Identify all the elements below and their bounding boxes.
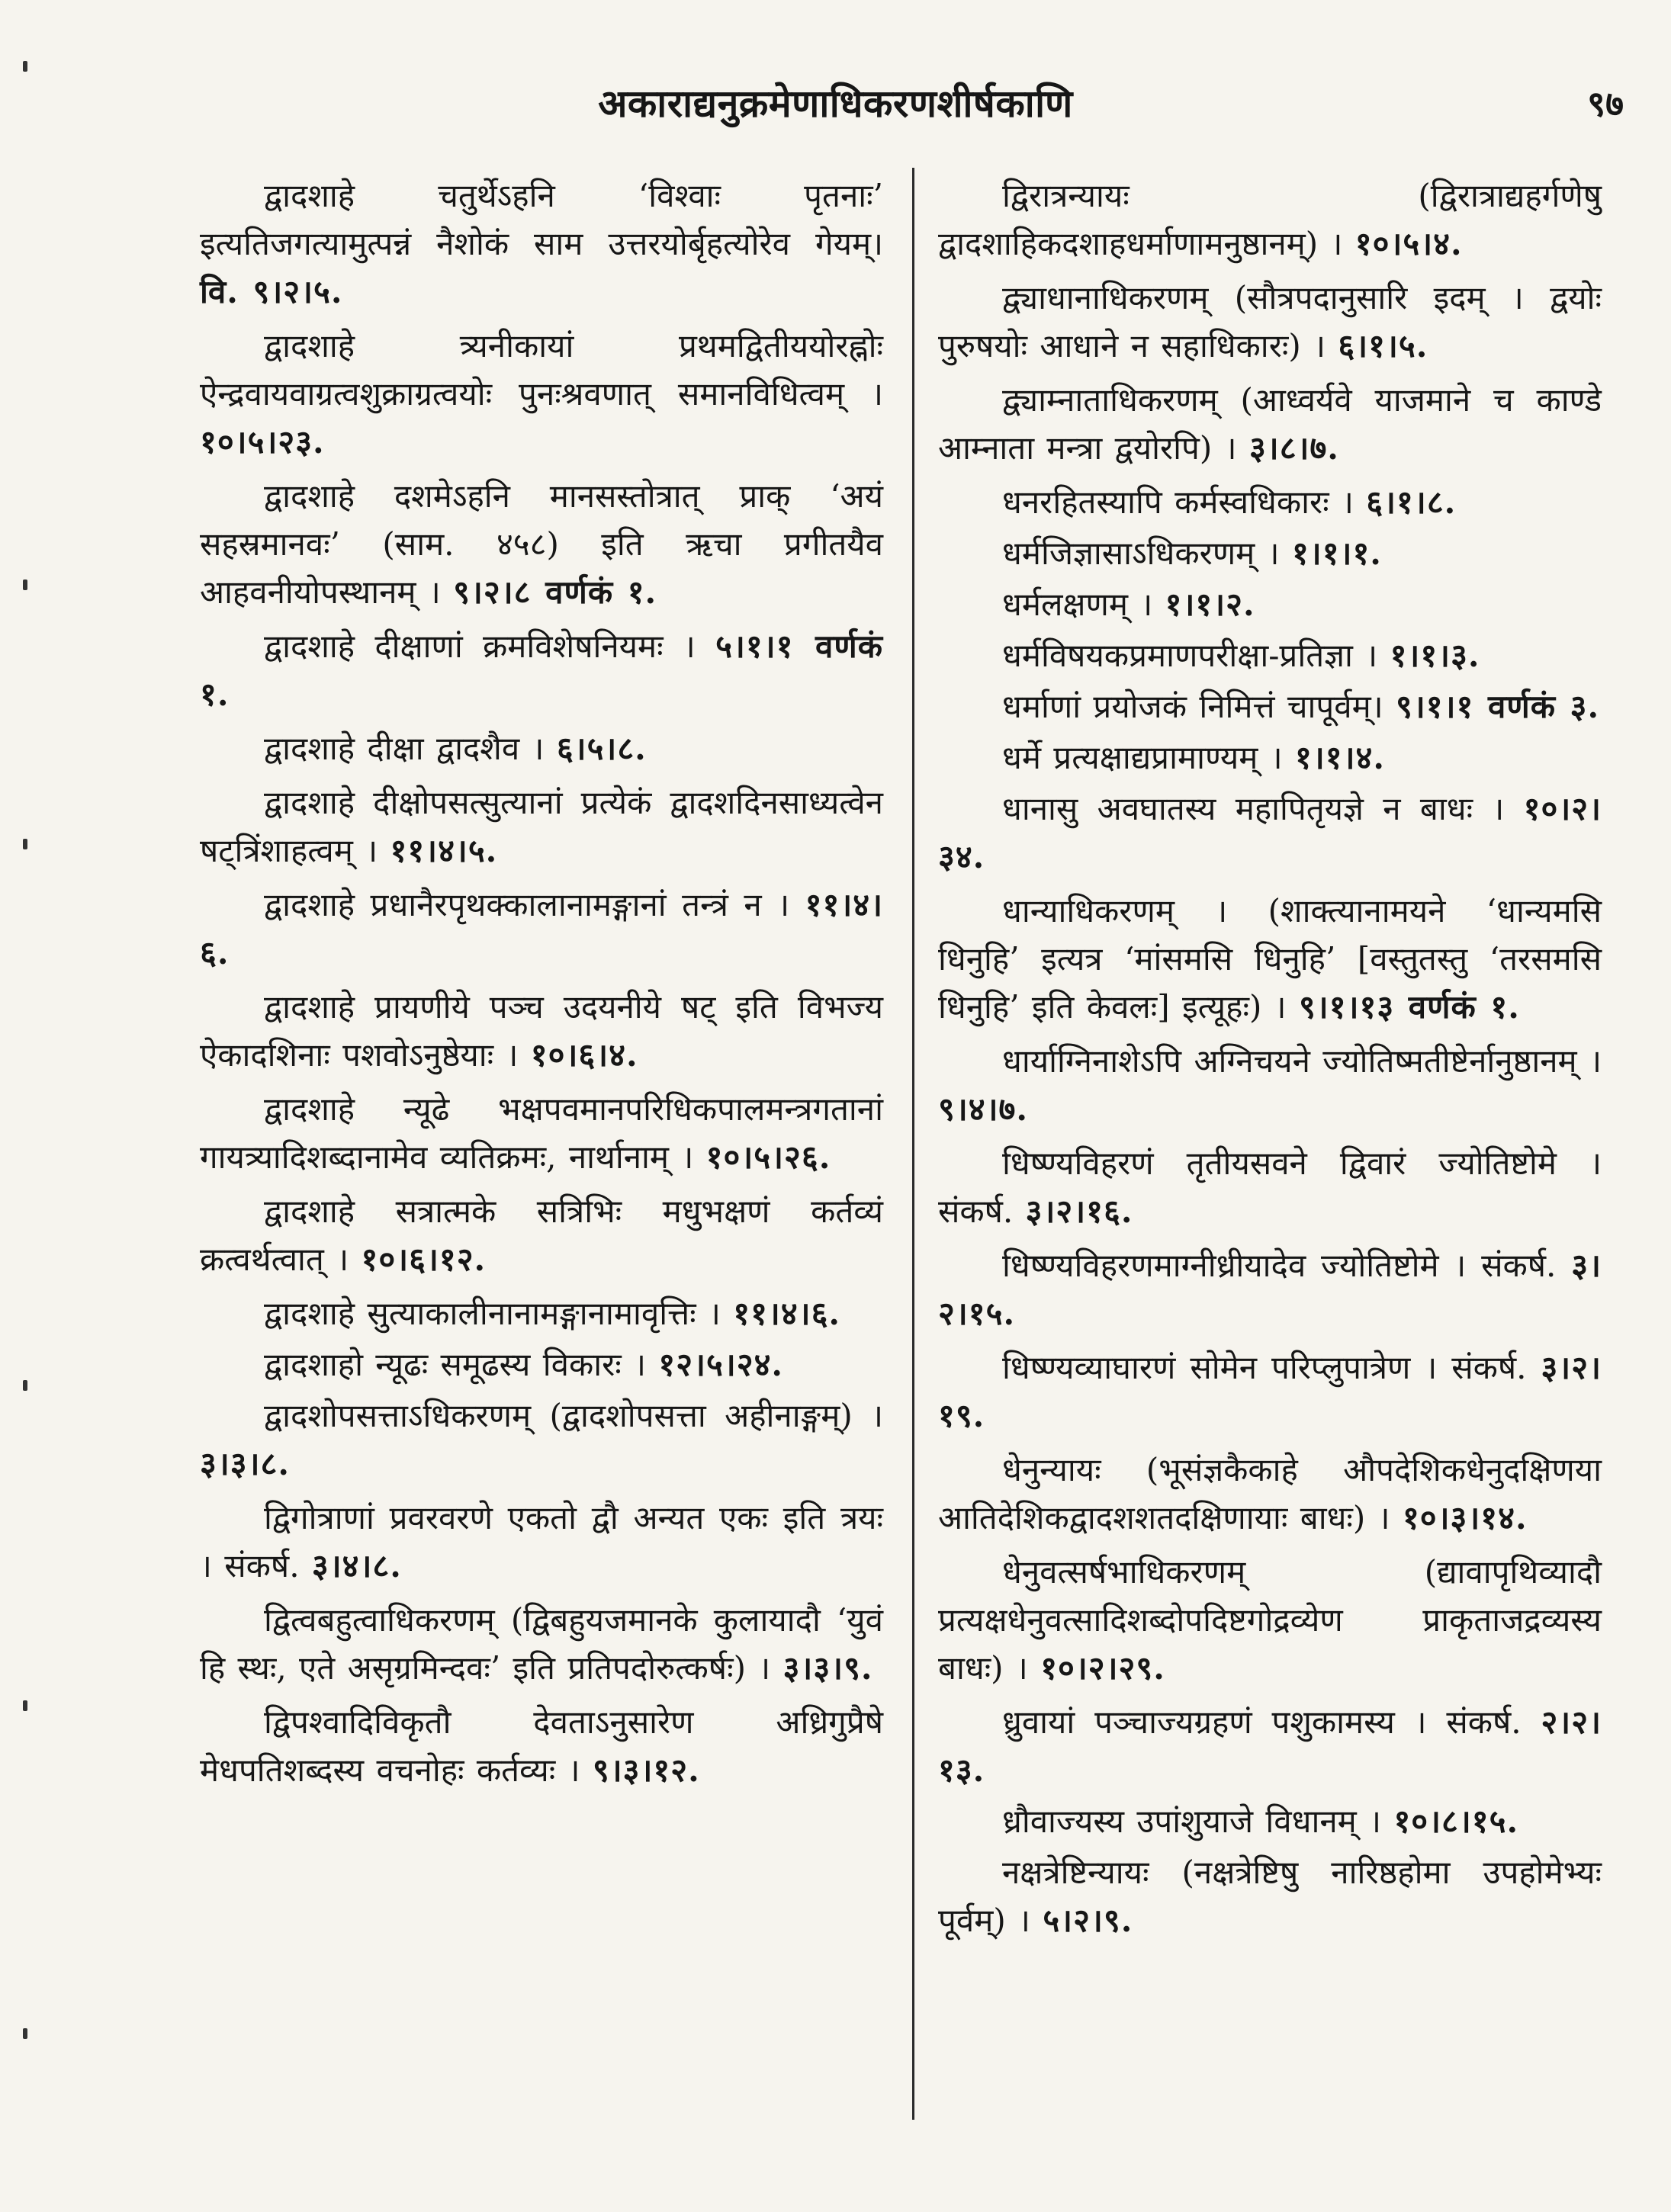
- index-entry: द्विगोत्राणां प्रवरवरणे एकतो द्वौ अन्यत एकः इति त्रयः । संकर्ष. ३।४।८.: [200, 1499, 883, 1584]
- column-divider: [912, 168, 914, 2120]
- index-entry: धान्याधिकरणम् । (शाक्त्यानामयने ‘धान्यमसि धिनुहि’ इत्यत्र ‘मांसमसि धिनुहि’ [वस्तुतस्तु ‘तरसमसि धिनुहि’ इति केवलः] इत्यूहः) । ९।१।१३ वर्णकं १.: [938, 892, 1602, 1026]
- index-entry: नक्षत्रेष्टिन्यायः (नक्षत्रेष्टिषु नारिष्ठहोमा उपहोमेभ्यः पूर्वम्) । ५।२।९.: [938, 1854, 1602, 1939]
- index-entry: द्वादशाहे सुत्याकालीनानामङ्गानामावृत्तिः । ११।४।६.: [264, 1295, 841, 1332]
- index-entry: धर्मे प्रत्यक्षाद्यप्रामाण्यम् । १।१।४.: [1002, 739, 1385, 776]
- index-entry: ध्रौवाज्यस्य उपांशुयाजे विधानम् । १०।८।१५.: [1002, 1803, 1519, 1840]
- index-entry: द्वादशाहे त्र्यनीकायां प्रथमद्वितीययोरह्नोः ऐन्द्रवायवाग्रत्वशुक्राग्रत्वयोः पुनःश्रवणात् समानविधित्वम् । १०।५।२३.: [200, 327, 883, 461]
- index-entry: धिष्ण्यव्याघारणं सोमेन परिप्लुपात्रेण । संकर्ष. ३।२।१९.: [938, 1349, 1602, 1434]
- index-entry: द्व्याम्नाताधिकरणम् (आध्वर्यवे याजमाने च काण्डे आम्नाता मन्त्रा द्वयोरपि) । ३।८।७.: [938, 381, 1602, 467]
- index-entry: द्वादशाहे प्रायणीये पञ्च उदयनीये षट् इति विभज्य ऐकादशिनाः पशवोऽनुष्ठेयाः । १०।६।४.: [200, 988, 883, 1074]
- index-entry: धिष्ण्यविहरणं तृतीयसवने द्विवारं ज्योतिष्टोमे । संकर्ष. ३।२।१६.: [938, 1145, 1602, 1230]
- right-column: [938, 172, 1602, 1950]
- index-entry: द्वादशाहे चतुर्थेऽहनि ‘विश्वाः पृतनाः’ इत्यतिजगत्यामुत्पन्नं नैशोकं साम उत्तरयोर्बृहत्योरेव गेयम्। वि. ९।२।५.: [200, 177, 883, 310]
- index-entry: धार्याग्निनाशेऽपि अग्निचयने ज्योतिष्मतीष्टेर्नानुष्ठानम् । ९।४।७.: [938, 1042, 1602, 1128]
- index-entry: ध्रुवायां पञ्चाज्यग्रहणं पशुकामस्य । संकर्ष. २।२।१३.: [938, 1703, 1602, 1789]
- index-entry: द्वादशाहे सत्रात्मके सत्रिभिः मधुभक्षणं कर्तव्यं क्रत्वर्थत्वात् । १०।६।१२.: [200, 1193, 883, 1278]
- index-entry: द्वित्वबहुत्वाधिकरणम् (द्विबहुयजमानके कुलायादौ ‘युवं हि स्थः, एते असृग्रमिन्दवः’ इति प्रतिपदोरुत्कर्षः) । ३।३।९.: [200, 1601, 883, 1687]
- page-title: अकाराद्यनुक्रमेणाधिकरणशीर्षकाणि: [598, 81, 1073, 126]
- index-entry: द्वादशाहे दशमेऽहनि मानसस्तोत्रात् प्राक् ‘अयं सहस्रमानवः’ (साम. ४५८) इति ऋचा प्रगीतयैव आहवनीयोपस्थानम् । ९।२।८ वर्णकं १.: [200, 477, 883, 611]
- index-entry: धनरहितस्यापि कर्मस्वधिकारः । ६।१।८.: [1002, 483, 1457, 521]
- margin-mark: [23, 2028, 27, 2039]
- index-entry: द्वादशाहे दीक्षा द्वादशैव । ६।५।८.: [264, 730, 647, 767]
- index-entry: द्वादशोपसत्ताऽधिकरणम् (द्वादशोपसत्ता अहीनाङ्गम्) । ३।३।८.: [200, 1397, 883, 1482]
- left-column: [200, 172, 883, 1800]
- index-entry: धेनुवत्सर्षभाधिकरणम् (द्यावापृथिव्यादौ प्रत्यक्षधेनुवत्सादिशब्दोपदिष्टगोद्रव्येण प्राकृताजद्रव्यस्य बाधः) । १०।२।२९.: [938, 1553, 1602, 1687]
- index-entry: धेनुन्यायः (भूसंज्ञकैकाहे औपदेशिकधेनुदक्षिणया आतिदेशिकद्वादशशतदक्षिणायाः बाधः) । १०।३।१४.: [938, 1451, 1602, 1536]
- index-entry: द्वादशाहे दीक्षाणां क्रमविशेषनियमः । ५।१।१ वर्णकं १.: [200, 628, 883, 713]
- index-entry: धर्मजिज्ञासाऽधिकरणम् । १।१।१.: [1002, 535, 1382, 572]
- index-entry: द्वादशाहे न्यूढे भक्षपवमानपरिधिकपालमन्त्रगतानां गायत्र्यादिशब्दानामेव व्यतिक्रमः, नार्थानाम् । १०।५।२६.: [200, 1090, 883, 1176]
- margin-mark: [23, 1380, 27, 1391]
- page-number: ९७: [1587, 83, 1624, 124]
- index-entry: धर्माणां प्रयोजकं निमित्तं चापूर्वम्। ९।१।१ वर्णकं ३.: [1002, 688, 1600, 725]
- index-entry: धानासु अवघातस्य महापितृयज्ञे न बाधः । १०।२।३४.: [938, 790, 1602, 875]
- margin-mark: [23, 579, 27, 590]
- index-entry: द्विपश्वादिविकृतौ देवताऽनुसारेण अध्रिगुप्रैषे मेधपतिशब्दस्य वचनोहः कर्तव्यः । ९।३।१२.: [200, 1703, 883, 1789]
- index-entry: द्वादशाहे दीक्षोपसत्सुत्यानां प्रत्येकं द्वादशदिनसाध्यत्वेन षट्त्रिंशाहत्वम् । ११।४।५.: [200, 784, 883, 869]
- index-entry: द्वादशाहो न्यूढः समूढस्य विकारः । १२।५।२४.: [264, 1346, 784, 1383]
- margin-mark: [23, 839, 27, 849]
- index-entry: द्वादशाहे प्रधानैरपृथक्कालानामङ्गानां तन्त्रं न । ११।४।६.: [200, 886, 883, 971]
- index-entry: द्विरात्रन्यायः (द्विरात्राद्यहर्गणेषु द्वादशाहिकदशाहधर्माणामनुष्ठानम्) । १०।५।४.: [938, 177, 1602, 262]
- index-entry: धिष्ण्यविहरणमाग्नीध्रीयादेव ज्योतिष्टोमे । संकर्ष. ३।२।१५.: [938, 1247, 1602, 1332]
- index-entry: धर्मलक्षणम् । १।१।२.: [1002, 586, 1255, 623]
- margin-mark: [23, 61, 27, 72]
- index-entry: द्व्याधानाधिकरणम् (सौत्रपदानुसारि इदम् । द्वयोः पुरुषयोः आधाने न सहाधिकारः) । ६।१।५.: [938, 279, 1602, 364]
- index-entry: धर्मविषयकप्रमाणपरीक्षा-प्रतिज्ञा । १।१।३.: [1002, 637, 1480, 674]
- margin-mark: [23, 1700, 27, 1711]
